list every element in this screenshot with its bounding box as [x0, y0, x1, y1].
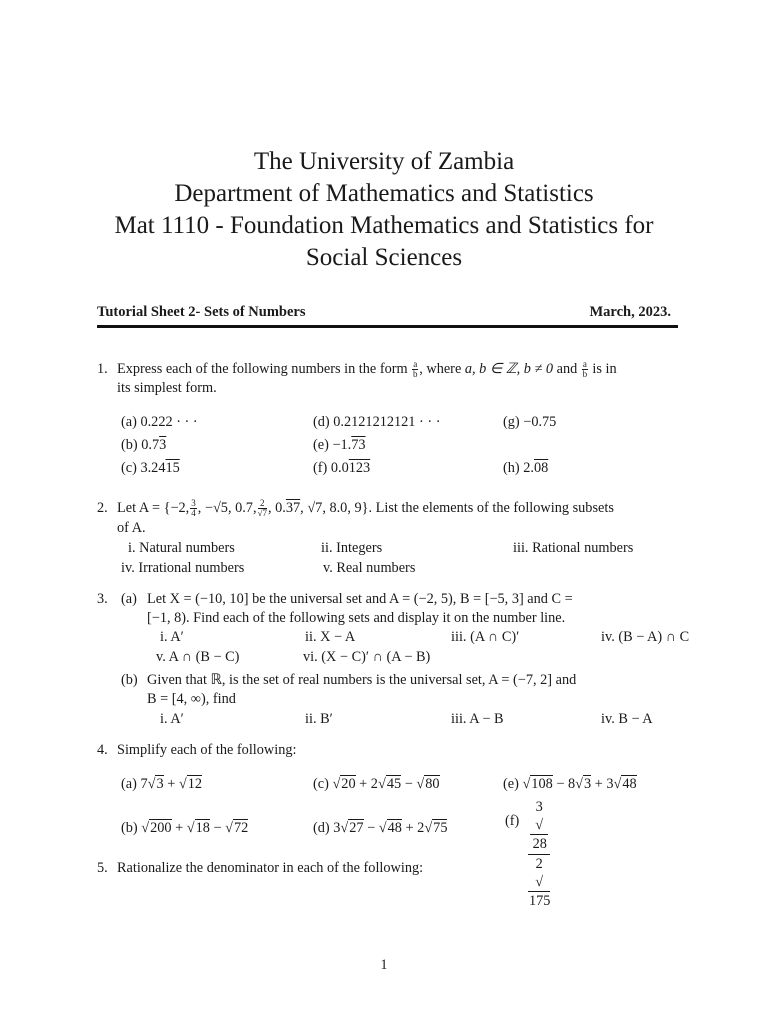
q1-item-b: (b) 0.73	[121, 437, 167, 453]
q3b-text-cont: B = [4, ∞), find	[147, 691, 236, 707]
university-title: The University of Zambia	[253, 148, 515, 175]
q4-text: Simplify each of the following:	[117, 742, 297, 758]
q3b-item-iv: iv. B − A	[601, 711, 653, 727]
q1-text: Express each of the following numbers in the form $\frac{a}{b}$ , where a, b ∈ ℤ, b ≠ 0 and $\frac{a}{b}$ is in	[117, 359, 617, 380]
q1-item-a: (a) 0.222 · · ·	[121, 414, 198, 430]
q3a-item-iv: iv. (B − A) ∩ C	[601, 629, 690, 645]
course-title-cont: Social Sciences	[305, 244, 463, 271]
q3a-text-cont: [−1, 8). Find each of the following sets and display it on the number line.	[147, 610, 566, 626]
q3a-item-iii: iii. (A ∩ C)′	[451, 629, 520, 645]
q1-item-e: (e) −1.73	[313, 437, 366, 453]
sheet-title: Tutorial Sheet 2- Sets of Numbers	[97, 304, 306, 320]
q3a-item-v: v. A ∩ (B − C)	[156, 649, 240, 665]
q1-item-c: (c) 3.2415	[121, 460, 180, 476]
department-title: Department of Mathematics and Statistics	[174, 180, 594, 207]
q2-text: Let A = {−2, $\frac{3}{4}$ , −√5, 0.7, $\frac{2}{√7}$ , 0.37, √7, 8.0, 9}. List the elements of the following subsets	[117, 498, 614, 519]
q4-number: 4.	[97, 742, 108, 758]
q1-number: 1.	[97, 361, 108, 377]
q4-item-e: (e) √108 − 8√3 + 3√48	[503, 776, 637, 792]
sheet-date: March, 2023.	[589, 304, 671, 320]
q3a-item-i: i. A′	[160, 629, 184, 645]
q1-text-cont: its simplest form.	[117, 380, 217, 396]
q5-text: Rationalize the denominator in each of the following:	[117, 860, 424, 876]
q4-item-f: 3 √ 28 2 √ 175	[529, 799, 551, 909]
q3b-label: (b)	[121, 672, 138, 688]
q3a-text: Let X = (−10, 10] be the universal set and A = (−2, 5), B = [−5, 3] and C =	[147, 591, 573, 607]
q2-item-iv: iv. Irrational numbers	[121, 560, 245, 576]
q4-item-b: (b) √200 + √18 − √72	[121, 820, 249, 836]
q3b-item-ii: ii. B′	[305, 711, 333, 727]
q1-item-d: (d) 0.2121212121 · · ·	[313, 414, 441, 430]
header-rule	[97, 325, 678, 328]
q5-number: 5.	[97, 860, 108, 876]
q3a-item-vi: vi. (X − C)′ ∩ (A − B)	[303, 649, 431, 665]
q3a-label: (a)	[121, 591, 137, 607]
q1-item-g: (g) −0.75	[503, 414, 557, 430]
q3b-item-i: i. A′	[160, 711, 184, 727]
q1-item-f: (f) 0.0123	[313, 460, 371, 476]
q4-item-a: (a) 7√3 + √12	[121, 776, 202, 792]
q3a-item-ii: ii. X − A	[305, 629, 356, 645]
q4-item-f-label: (f)	[505, 813, 520, 829]
q3-number: 3.	[97, 591, 108, 607]
q2-item-iii: iii. Rational numbers	[513, 540, 634, 556]
q2-item-ii: ii. Integers	[321, 540, 383, 556]
course-title: Mat 1110 - Foundation Mathematics and Statistics for	[114, 212, 654, 239]
q4-item-c: (c) √20 + 2√45 − √80	[313, 776, 440, 792]
q2-text-cont: of A.	[117, 520, 146, 536]
page-number: 1	[380, 957, 388, 973]
q2-item-v: v. Real numbers	[323, 560, 416, 576]
q2-item-i: i. Natural numbers	[128, 540, 235, 556]
q3b-item-iii: iii. A − B	[451, 711, 504, 727]
q4-item-d: (d) 3√27 − √48 + 2√75	[313, 820, 448, 836]
q3b-text: Given that ℝ, is the set of real numbers is the universal set, A = (−7, 2] and	[147, 672, 577, 688]
q2-number: 2.	[97, 500, 108, 516]
q1-item-h: (h) 2.08	[503, 460, 549, 476]
